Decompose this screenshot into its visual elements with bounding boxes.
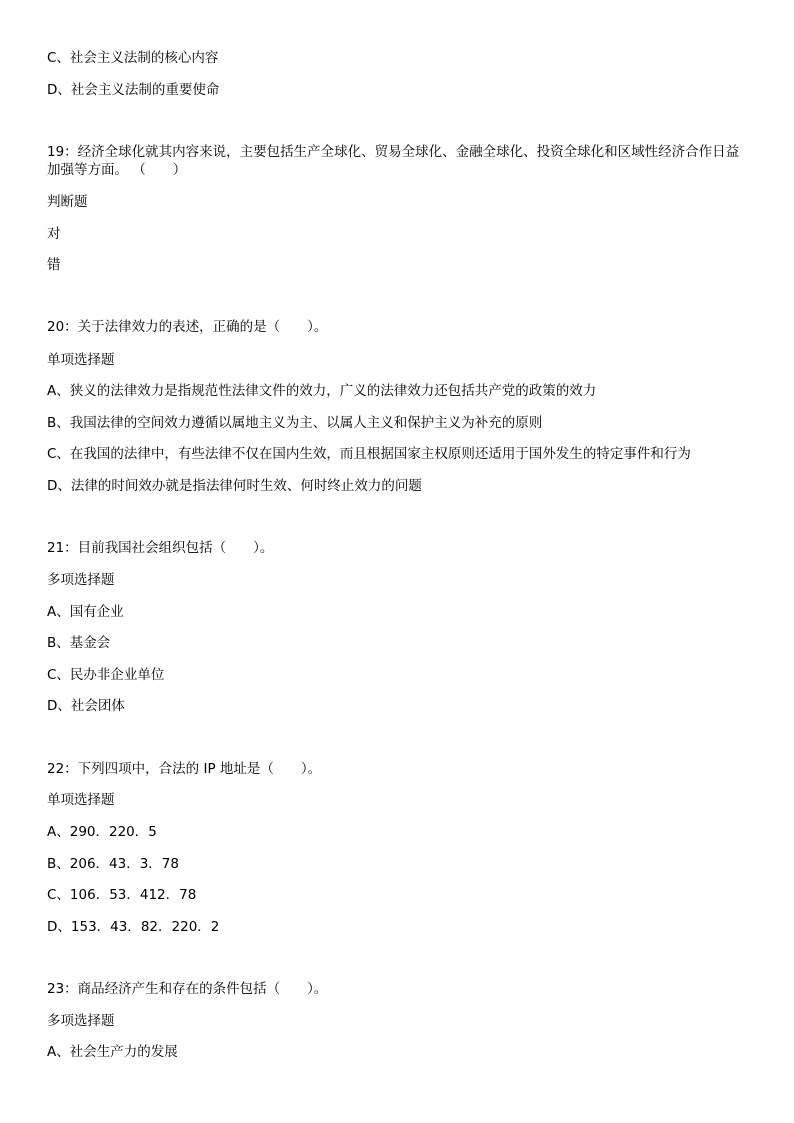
q20-option-d: D、法律的时间效办就是指法律何时生效、何时终止效力的问题 bbox=[47, 478, 422, 494]
q20-type: 单项选择题 bbox=[47, 352, 115, 368]
q23-type: 多项选择题 bbox=[47, 1013, 115, 1029]
q22-stem: 22：下列四项中，合法的 IP 地址是（ ）。 bbox=[47, 761, 322, 777]
q19-option-true: 对 bbox=[47, 226, 61, 242]
q18-option-c: C、社会主义法制的核心内容 bbox=[47, 50, 219, 66]
q19-stem: 19：经济全球化就其内容来说，主要包括生产全球化、贸易全球化、金融全球化、投资全球化和区域性经济合作日益加强等方面。 （ ） bbox=[47, 144, 740, 178]
q21-stem: 21：目前我国社会组织包括（ ）。 bbox=[47, 540, 274, 556]
q20-stem: 20：关于法律效力的表述，正确的是（ ）。 bbox=[47, 319, 328, 335]
q22-option-d: D、153．43．82．220．2 bbox=[47, 919, 220, 935]
q23-option-a: A、社会生产力的发展 bbox=[47, 1044, 178, 1060]
q20-option-a: A、狭义的法律效力是指规范性法律文件的效力，广义的法律效力还包括共产党的政策的效力 bbox=[47, 383, 597, 399]
q20-option-c: C、在我国的法律中，有些法律不仅在国内生效，而且根据国家主权原则还适用于国外发生的特定事件和行为 bbox=[47, 446, 691, 462]
q19-option-false: 错 bbox=[47, 257, 61, 273]
q22-type: 单项选择题 bbox=[47, 792, 115, 808]
q18-option-d: D、社会主义法制的重要使命 bbox=[47, 82, 220, 98]
q23-stem: 23：商品经济产生和存在的条件包括（ ）。 bbox=[47, 981, 328, 997]
q22-option-b: B、206．43．3．78 bbox=[47, 856, 179, 872]
q20-option-b: B、我国法律的空间效力遵循以属地主义为主、以属人主义和保护主义为补充的原则 bbox=[47, 415, 543, 431]
q19-type: 判断题 bbox=[47, 194, 88, 210]
q21-option-b: B、基金会 bbox=[47, 635, 111, 651]
q21-option-c: C、民办非企业单位 bbox=[47, 667, 165, 683]
q21-option-d: D、社会团体 bbox=[47, 698, 125, 714]
q22-option-a: A、290．220．5 bbox=[47, 824, 157, 840]
q21-option-a: A、国有企业 bbox=[47, 604, 124, 620]
q21-type: 多项选择题 bbox=[47, 572, 115, 588]
q22-option-c: C、106．53．412．78 bbox=[47, 887, 197, 903]
